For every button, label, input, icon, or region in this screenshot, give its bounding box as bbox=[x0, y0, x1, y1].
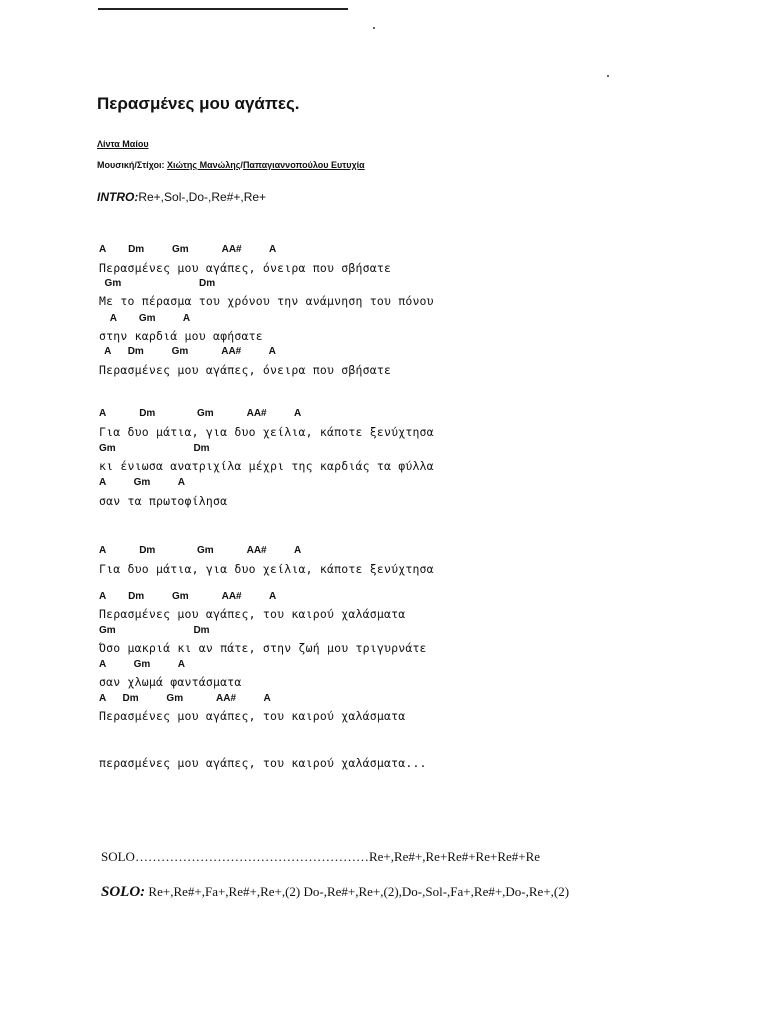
composer: Χιώτης Μανώλης bbox=[167, 160, 241, 170]
chord-line: A Dm Gm AA# A bbox=[99, 591, 277, 602]
lyric-line: σαν χλωμά φαντάσματα bbox=[99, 675, 242, 689]
lyric-line-outro: περασμένες μου αγάπες, του καιρού χαλάσματα... bbox=[99, 756, 427, 770]
scan-speck bbox=[373, 27, 375, 29]
lyricist: Παπαγιαννοπούλου Ευτυχία bbox=[242, 160, 365, 170]
chord-line: A Gm A bbox=[99, 477, 185, 488]
chord-line: A Dm Gm AA# A bbox=[99, 244, 277, 255]
lyric-line: Για δυο μάτια, για δυο χείλια, κάποτε ξενύχτησα bbox=[99, 425, 434, 439]
chord-line: A Dm Gm AA# A bbox=[99, 408, 302, 419]
lyric-line: κι ένιωσα ανατριχίλα μέχρι της καρδιάς τα φύλλα bbox=[99, 459, 434, 473]
intro-label: INTRO: bbox=[97, 190, 139, 204]
chord-line: Gm Dm bbox=[99, 443, 210, 454]
solo-chords: Re+,Re#+,Re+Re#+Re+Re#+Re bbox=[368, 849, 541, 864]
chord-line: A Dm Gm AA# A bbox=[99, 545, 302, 556]
chord-line: Gm Dm bbox=[99, 625, 210, 636]
artist-name: Λίντα Μαίου bbox=[97, 139, 149, 149]
solo-chords-2: Re+,Re#+,Fa+,Re#+,Re+,(2) Do-,Re#+,Re+,(2),Do-,Sol-,Fa+,Re#+,Do-,Re+,(2) bbox=[145, 884, 570, 899]
solo-line-2 bbox=[101, 883, 621, 901]
chord-line: A Dm Gm AA# A bbox=[99, 346, 276, 357]
chord-line: A Dm Gm AA# A bbox=[99, 693, 271, 704]
chord-line: Gm Dm bbox=[99, 278, 216, 289]
lyric-line: Περασμένες μου αγάπες, του καιρού χαλάσματα bbox=[99, 709, 406, 723]
lyric-line: Περασμένες μου αγάπες, του καιρού χαλάσματα bbox=[99, 607, 406, 621]
credits-label: Μουσική/Στίχοι: bbox=[97, 160, 165, 170]
intro bbox=[97, 190, 266, 204]
credits-separator: / bbox=[240, 160, 243, 170]
intro-chords: Re+,Sol-,Do-,Re#+,Re+ bbox=[138, 190, 267, 204]
top-rule bbox=[98, 8, 348, 10]
lyric-line: Για δυο μάτια, για δυο χείλια, κάποτε ξενύχτησα bbox=[99, 562, 434, 576]
lyric-line: Όσο μακριά κι αν πάτε, στην ζωή μου τριγυρνάτε bbox=[99, 641, 427, 655]
lyric-line: Περασμένες μου αγάπες, όνειρα που σβήσατε bbox=[99, 363, 392, 377]
song-title: Περασμένες μου αγάπες. bbox=[97, 94, 300, 113]
lyric-line: Με το πέρασμα του χρόνου την ανάμνηση του πόνου bbox=[99, 294, 434, 308]
scan-speck bbox=[607, 75, 609, 77]
solo-line-1 bbox=[101, 849, 540, 865]
solo-label-2: SOLO: bbox=[101, 884, 146, 900]
lyric-line: σαν τα πρωτοφίλησα bbox=[99, 494, 228, 508]
credits bbox=[97, 160, 365, 170]
solo-dots: ……………………………………………… bbox=[134, 849, 369, 864]
solo-label: SOLO bbox=[101, 849, 135, 864]
lyric-line: στην καρδιά μου αφήσατε bbox=[99, 329, 263, 343]
lyric-line: Περασμένες μου αγάπες, όνειρα που σβήσατε bbox=[99, 261, 392, 275]
chord-line: A Gm A bbox=[99, 659, 185, 670]
chord-line: A Gm A bbox=[99, 313, 191, 324]
